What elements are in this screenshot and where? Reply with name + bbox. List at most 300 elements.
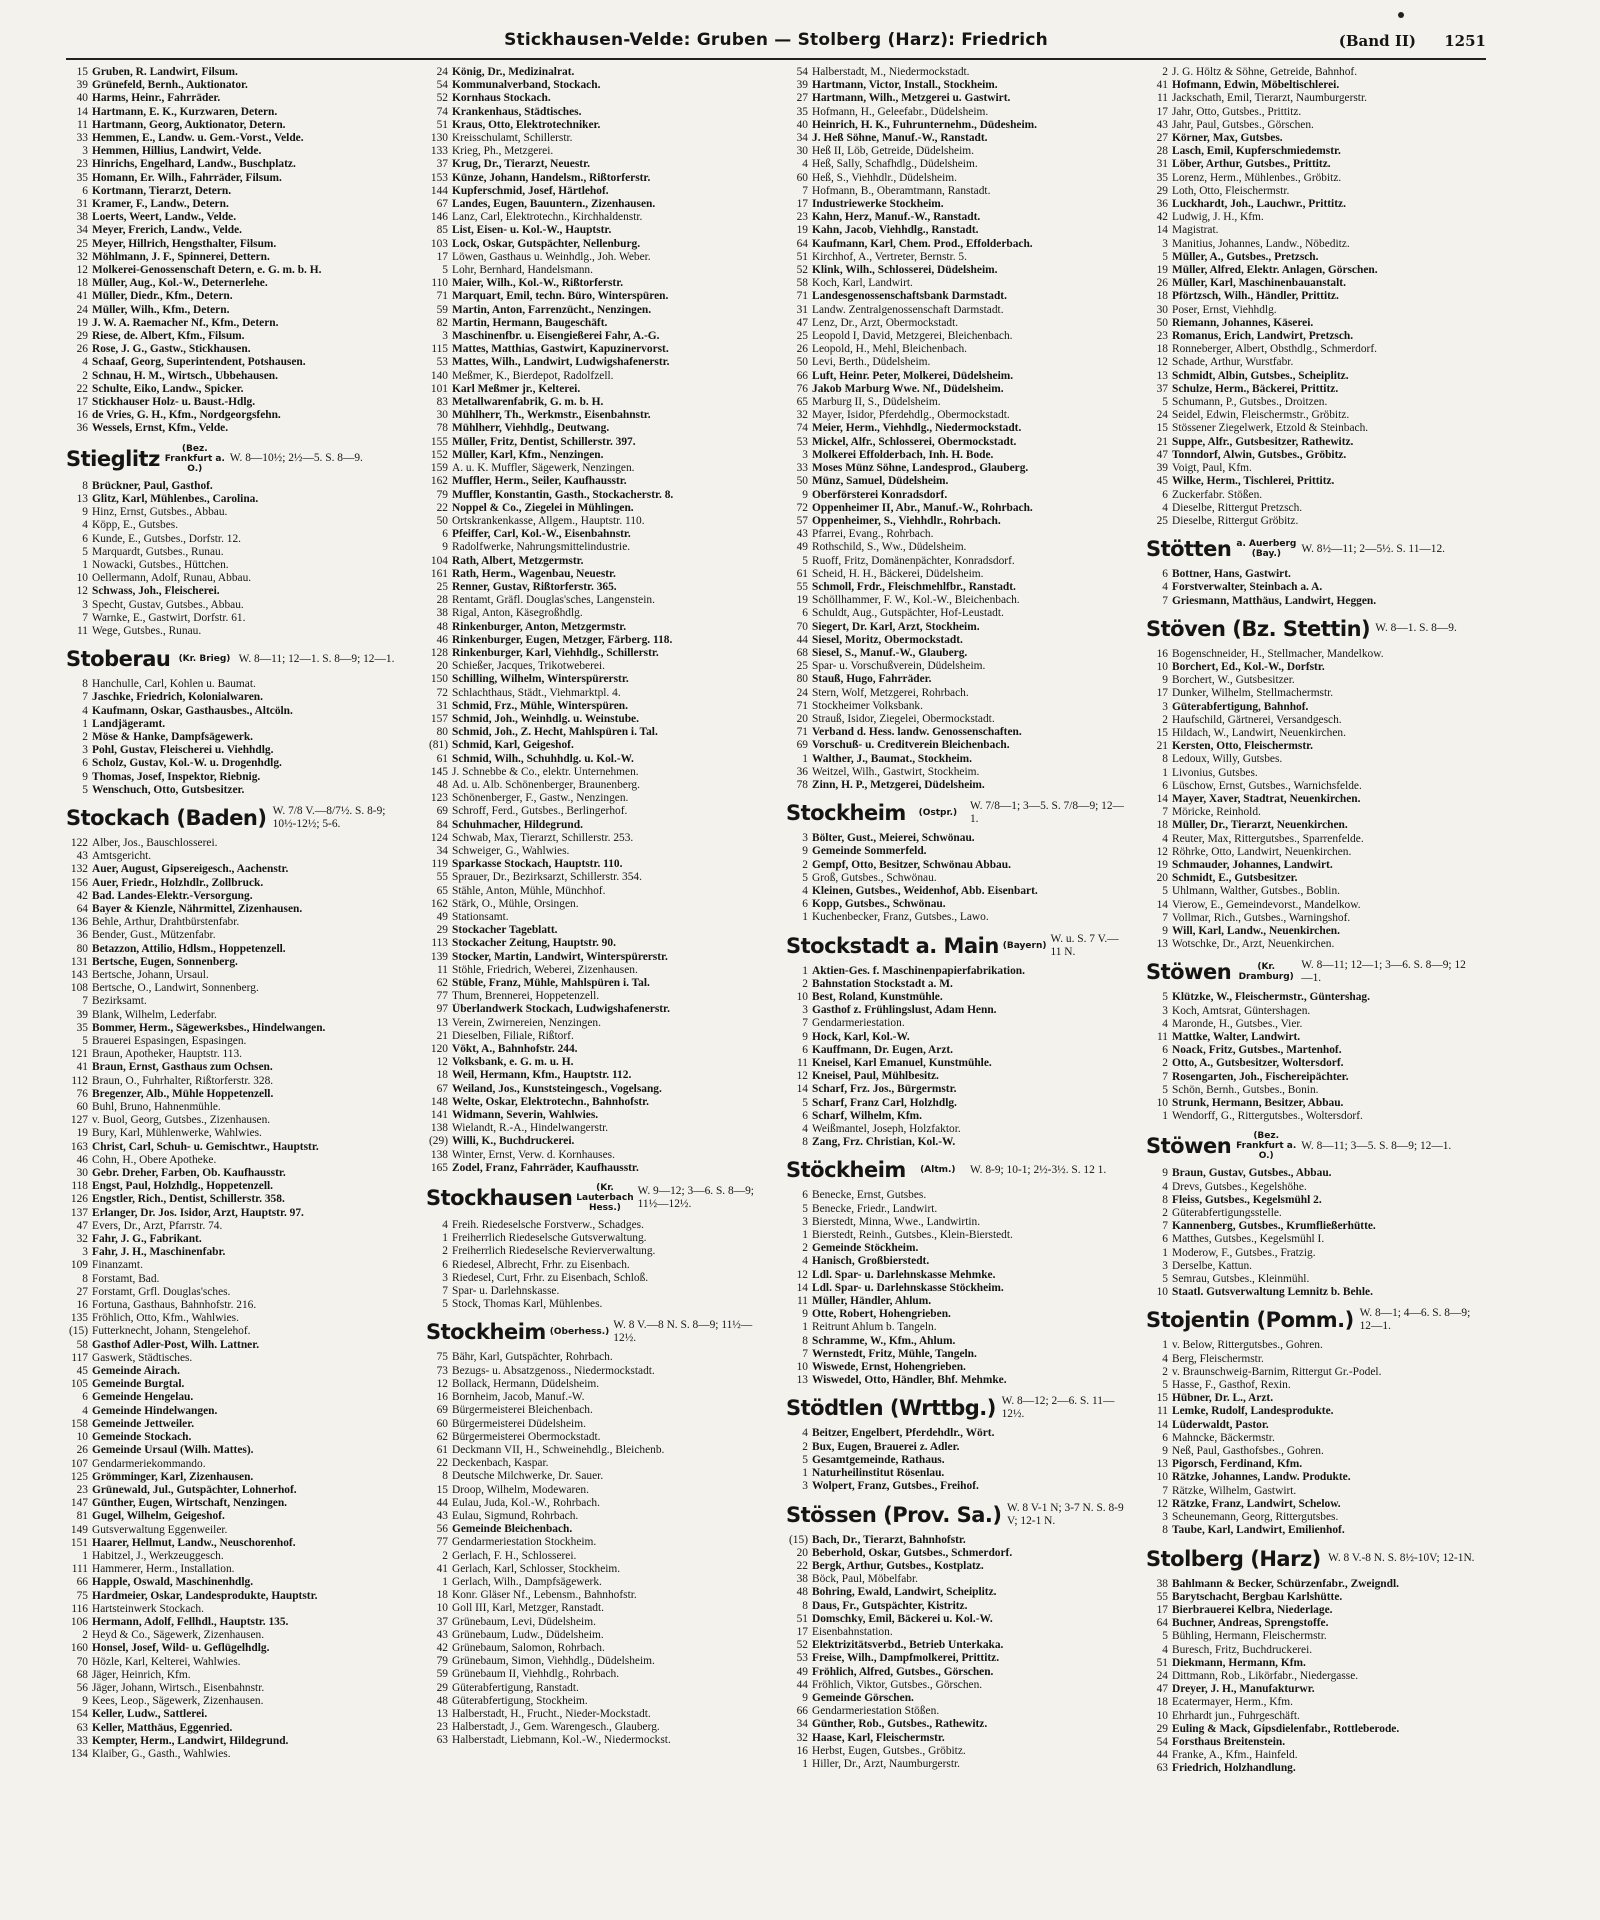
phone-number: 23 [1156, 330, 1168, 343]
phone-number: 10 [1156, 660, 1168, 673]
subscriber-name: Stationsamt. [452, 911, 509, 923]
subscriber-name: Deckmann VII, H., Schweinehdlg., Bleichenb. [452, 1443, 665, 1456]
subscriber-name: Bähr, Karl, Gutspächter, Rohrbach. [452, 1351, 613, 1364]
subscriber-name: Schwab, Max, Tierarzt, Schillerstr. 253. [452, 831, 634, 844]
phone-number: 66 [796, 1705, 808, 1718]
subscriber-name: Stock, Thomas Karl, Mühlenbes. [452, 1298, 603, 1311]
subscriber-name: Staatl. Gutsverwaltung Lemnitz b. Behle. [1172, 1286, 1373, 1299]
subscriber-name: Müller, Fritz, Dentist, Schillerstr. 397. [452, 435, 636, 448]
phone-number: 5 [1162, 1273, 1168, 1286]
phone-number: 12 [796, 1268, 808, 1281]
phone-number: 8 [1162, 753, 1168, 766]
subscriber-name: Koch, Amtsrat, Güntershagen. [1172, 1004, 1311, 1017]
subscriber-name: Hildach, W., Landwirt, Neuenkirchen. [1172, 726, 1346, 739]
phone-number: 27 [796, 92, 808, 105]
subscriber-name: Schön, Bernh., Gutsbes., Bonin. [1172, 1083, 1319, 1096]
directory-entry [66, 1471, 404, 1484]
directory-entry [786, 621, 1124, 634]
directory-entry [786, 356, 1124, 369]
subscriber-name: Rätzke, Johannes, Landw. Produkte. [1172, 1471, 1351, 1484]
phone-number: 11 [77, 118, 88, 131]
phone-number: 1 [1162, 1246, 1168, 1259]
phone-number: 6 [82, 1391, 88, 1404]
phone-number: 4 [802, 1427, 808, 1440]
directory-entry [426, 871, 764, 884]
phone-number: 21 [436, 1029, 448, 1042]
phone-number: 76 [76, 1087, 88, 1100]
subscriber-name: Stockacher Tageblatt. [452, 924, 558, 937]
phone-number: 4 [1162, 501, 1168, 514]
directory-entry [426, 858, 764, 871]
directory-entry [426, 1391, 764, 1404]
subscriber-name: Zuckerfabr. Stößen. [1172, 488, 1263, 501]
directory-entry [426, 238, 764, 251]
phone-number: 67 [436, 1082, 448, 1095]
subscriber-name: Mayer, Xaver, Stadtrat, Neuenkirchen. [1172, 792, 1361, 805]
directory-entry [426, 898, 764, 911]
subscriber-name: Fahr, J. H., Maschinenfabr. [92, 1246, 226, 1259]
place-heading [1146, 616, 1484, 642]
directory-entry [66, 1325, 404, 1338]
subscriber-name: Schumann, P., Gutsbes., Droitzen. [1172, 396, 1328, 409]
phone-number: 2 [82, 369, 88, 382]
subscriber-name: Rigal, Anton, Käsegroßhdlg. [452, 607, 583, 620]
directory-entry [66, 198, 404, 211]
directory-entry [426, 1497, 764, 1510]
phone-number: 64 [1156, 1617, 1168, 1630]
subscriber-name: Muffler, Herm., Seiler, Kaufhausstr. [452, 475, 627, 488]
directory-entry [426, 1083, 764, 1096]
directory-entry [1146, 674, 1484, 687]
subscriber-name: Poser, Ernst, Viehhdlg. [1172, 303, 1277, 316]
subscriber-name: Schmid, Joh., Weinhdlg. u. Weinstube. [452, 712, 639, 725]
directory-entry [426, 1096, 764, 1109]
phone-number: 2 [1162, 1207, 1168, 1220]
subscriber-name: Bayer & Kienzle, Nährmittel, Zizenhausen. [92, 902, 303, 915]
phone-number: 50 [436, 514, 448, 527]
directory-entry [426, 911, 764, 924]
phone-number: 115 [431, 343, 448, 356]
phone-number: 43 [796, 528, 808, 541]
directory-entry [426, 1563, 764, 1576]
place-heading [1146, 959, 1484, 985]
directory-entry [426, 1259, 764, 1272]
phone-number: 39 [796, 79, 808, 92]
directory-entry [1146, 727, 1484, 740]
directory-entry [66, 277, 404, 290]
directory-entry [426, 1351, 764, 1364]
directory-entry [66, 132, 404, 145]
directory-entry [786, 713, 1124, 726]
subscriber-name: Otte, Robert, Hohengrieben. [812, 1308, 951, 1321]
directory-entry [426, 1682, 764, 1695]
subscriber-name: Braun, Gustav, Gutsbes., Abbau. [1172, 1167, 1332, 1180]
directory-entry [66, 1656, 404, 1669]
directory-entry [786, 1613, 1124, 1626]
phone-number: 77 [436, 1536, 448, 1549]
directory-entry [786, 607, 1124, 620]
subscriber-name: Metallwarenfabrik, G. m. b. H. [452, 396, 604, 409]
subscriber-name: Jaschke, Friedrich, Kolonialwaren. [92, 691, 263, 704]
subscriber-name: Hartmann, E. K., Kurzwaren, Detern. [92, 105, 278, 118]
phone-number: 6 [802, 1189, 808, 1202]
subscriber-name: Hinz, Ernst, Gutsbes., Abbau. [92, 506, 228, 519]
directory-entry [426, 1043, 764, 1056]
phone-number: 138 [430, 1122, 448, 1135]
phone-number: 3 [1162, 1259, 1168, 1272]
directory-entry [426, 1695, 764, 1708]
directory-entry [426, 660, 764, 673]
subscriber-name: J. Schnebbe & Co., elektr. Unternehmen. [452, 765, 639, 778]
phone-number: 122 [70, 836, 88, 849]
directory-entry [1146, 1723, 1484, 1736]
subscriber-name: Bölter, Gust., Meierei, Schwönau. [812, 832, 975, 845]
phone-number: 2 [1162, 1365, 1168, 1378]
directory-entry [786, 845, 1124, 858]
directory-entry [1146, 1353, 1484, 1366]
directory-entry [66, 916, 404, 929]
phone-number: 124 [430, 831, 448, 844]
phone-number: 5 [1162, 396, 1168, 409]
subscriber-name: A. u. K. Muffler, Sägewerk, Nenzingen. [452, 462, 635, 475]
subscriber-name: Gaswerk, Städtisches. [92, 1351, 193, 1364]
subscriber-name: Freise, Wilh., Dampfmolkerei, Prittitz. [812, 1652, 1000, 1665]
subscriber-name: Hofmann, B., Oberamtmann, Ranstadt. [812, 184, 991, 197]
subscriber-name: Stern, Wolf, Metzgerei, Rohrbach. [812, 686, 969, 699]
subscriber-name: Klützke, W., Fleischermstr., Güntershag. [1172, 991, 1370, 1004]
subscriber-name: Schulte, Eiko, Landw., Spicker. [92, 382, 244, 395]
phone-number: 20 [796, 1546, 808, 1559]
subscriber-name: Friedrich, Holzhandlung. [1172, 1762, 1296, 1775]
phone-number: 4 [802, 1123, 808, 1136]
subscriber-name: Specht, Gustav, Gutsbes., Abbau. [92, 598, 244, 611]
subscriber-name: Luckhardt, Joh., Lauchwr., Prittitz. [1172, 198, 1346, 211]
directory-entry [1146, 1031, 1484, 1044]
directory-entry [1146, 1696, 1484, 1709]
phone-number: 148 [430, 1095, 448, 1108]
subscriber-name: Beitzer, Engelbert, Pferdehdlr., Wört. [812, 1427, 995, 1440]
subscriber-name: Hemmen, Hillius, Landwirt, Velde. [92, 145, 262, 158]
phone-number: 50 [1156, 316, 1168, 329]
subscriber-name: Moderow, F., Gutsbes., Fratzig. [1172, 1246, 1316, 1259]
directory-entry [786, 1758, 1124, 1771]
place-heading [786, 1157, 1124, 1183]
phone-number: 38 [796, 1573, 808, 1586]
place-name: Stockhausen [426, 1186, 573, 1211]
subscriber-name: Jahr, Otto, Gutsbes., Prittitz. [1172, 105, 1302, 118]
subscriber-name: Ecatermayer, Herm., Kfm. [1172, 1696, 1293, 1709]
directory-entry [426, 343, 764, 356]
subscriber-name: Landjägeramt. [92, 717, 166, 730]
subscriber-name: Engstler, Rich., Dentist, Schillerstr. 358. [92, 1193, 285, 1206]
phone-number: 29 [436, 1681, 448, 1694]
directory-entry [66, 519, 404, 532]
subscriber-name: Kirchhof, A., Vertreter, Bernstr. 5. [812, 250, 967, 263]
directory-entry [786, 541, 1124, 554]
phone-number: 80 [76, 942, 88, 955]
directory-entry [786, 766, 1124, 779]
subscriber-name: Borchert, Ed., Kol.-W., Dorfstr. [1172, 660, 1325, 673]
phone-number: 25 [796, 660, 808, 673]
subscriber-name: Scharf, Wilhelm, Kfm. [812, 1109, 923, 1122]
directory-entry [66, 1299, 404, 1312]
directory-entry [786, 1374, 1124, 1387]
subscriber-name: Grünebaum II, Viehhdlg., Rohrbach. [452, 1668, 620, 1681]
directory-entry [786, 224, 1124, 237]
subscriber-name: Maier, Wilh., Kol.-W., Rißtorferstr. [452, 277, 624, 290]
subscriber-name: Braun, O., Fuhrhalter, Rißtorferstr. 328. [92, 1074, 274, 1087]
phone-number: 126 [70, 1193, 88, 1206]
phone-number: 44 [796, 1678, 808, 1691]
subscriber-name: Hemmen, E., Landw. u. Gem.-Vorst., Velde. [92, 132, 304, 145]
phone-number: 73 [436, 1364, 448, 1377]
directory-entry [66, 317, 404, 330]
phone-number: 49 [796, 541, 808, 554]
phone-number: 11 [437, 963, 448, 976]
directory-entry [786, 647, 1124, 660]
subscriber-name: Schilling, Wilhelm, Winterspürerstr. [452, 673, 629, 686]
phone-number: 79 [436, 1655, 448, 1668]
directory-entry [66, 1510, 404, 1523]
phone-number: 9 [82, 506, 88, 519]
directory-entry [786, 872, 1124, 885]
directory-entry [786, 1361, 1124, 1374]
phone-number: 13 [1156, 938, 1168, 951]
phone-number: 12 [796, 1070, 808, 1083]
directory-entry [426, 581, 764, 594]
directory-entry [66, 1259, 404, 1272]
directory-entry [66, 1748, 404, 1761]
directory-entry [1146, 383, 1484, 396]
phone-number: 66 [796, 369, 808, 382]
subscriber-name: Ldl. Spar- u. Darlehnskasse Mehmke. [812, 1268, 996, 1281]
subscriber-name: Molkerei-Genossenschaft Detern, e. G. m. b. H. [92, 264, 322, 277]
subscriber-name: List, Eisen- u. Kol.-W., Hauptstr. [452, 224, 612, 237]
phone-number: 18 [1156, 819, 1168, 832]
subscriber-name: Jahr, Paul, Gutsbes., Görschen. [1172, 118, 1314, 131]
subscriber-name: Gemeinde Hindelwangen. [92, 1404, 218, 1417]
phone-number: 56 [436, 1523, 448, 1536]
phone-number: 2 [82, 730, 88, 743]
subscriber-name: Güterabfertigungsstelle. [1172, 1207, 1282, 1220]
subscriber-name: Mattke, Walter, Landwirt. [1172, 1031, 1301, 1043]
directory-entry [426, 1616, 764, 1629]
subscriber-name: Alber, Jos., Bauschlosserei. [92, 836, 218, 849]
directory-entry [426, 1149, 764, 1162]
subscriber-name: Betazzon, Attilio, Hdlsm., Hoppetenzell. [92, 942, 286, 955]
subscriber-name: Kempter, Herm., Landwirt, Hildegrund. [92, 1734, 289, 1747]
phone-number: 74 [796, 422, 808, 435]
subscriber-name: Dieselben, Filiale, Rißtorf. [452, 1029, 574, 1042]
phone-number: 21 [1156, 435, 1168, 448]
phone-number: 32 [76, 250, 88, 263]
directory-entry [1146, 224, 1484, 237]
directory-entry [66, 995, 404, 1008]
subscriber-name: Neß, Paul, Gasthofsbes., Gohren. [1172, 1445, 1324, 1458]
subscriber-name: Herbst, Eugen, Gutsbes., Gröbitz. [812, 1744, 966, 1757]
phone-number: 10 [1156, 1471, 1168, 1484]
directory-entry [426, 1734, 764, 1747]
phone-number: 128 [430, 646, 448, 659]
directory-entry [786, 978, 1124, 991]
subscriber-name: Wessels, Ernst, Kfm., Velde. [92, 422, 229, 435]
phone-number: 12 [436, 1056, 448, 1069]
subscriber-name: Krankenhaus, Städtisches. [452, 105, 582, 118]
directory-entry [786, 502, 1124, 515]
directory-entry [786, 1057, 1124, 1070]
subscriber-name: Kopp, Gutsbes., Schwönau. [812, 898, 946, 911]
directory-entry [426, 277, 764, 290]
directory-entry [426, 1708, 764, 1721]
phone-number: 9 [1162, 1167, 1168, 1180]
directory-entry [426, 1431, 764, 1444]
place-heading [786, 1395, 1124, 1421]
subscriber-name: Nowacki, Gutsbes., Hüttchen. [92, 558, 229, 571]
directory-entry [1146, 1578, 1484, 1591]
phone-number: 5 [1162, 1379, 1168, 1392]
phone-number: 17 [1156, 105, 1168, 118]
phone-number: 132 [70, 863, 88, 876]
phone-number: 5 [1162, 1630, 1168, 1643]
subscriber-name: Groß, Gutsbes., Schwönau. [812, 871, 937, 884]
directory-entry [786, 436, 1124, 449]
phone-number: 24 [1156, 1669, 1168, 1682]
directory-entry [786, 1136, 1124, 1149]
phone-number: 14 [1156, 792, 1168, 805]
subscriber-name: Koch, Karl, Landwirt. [812, 277, 913, 290]
place-heading [66, 805, 404, 831]
subscriber-name: Schmid, Wilh., Schuhhdlg. u. Kol.-W. [452, 752, 634, 765]
phone-number: 60 [436, 1417, 448, 1430]
phone-number: 151 [70, 1536, 88, 1549]
directory-entry [66, 1233, 404, 1246]
directory-entry [786, 1110, 1124, 1123]
subscriber-name: Gemeinde Stöckheim. [812, 1242, 919, 1255]
directory-entry [786, 238, 1124, 251]
phone-number: 123 [430, 792, 448, 805]
place-heading [66, 646, 404, 672]
phone-number: 17 [76, 396, 88, 409]
phone-number: 4 [1162, 832, 1168, 845]
subscriber-name: Hofmann, H., Geleefabr., Düdelsheim. [812, 105, 989, 118]
phone-number: 23 [76, 158, 88, 171]
subscriber-name: Schweiger, G., Wahlwies. [452, 844, 570, 857]
subscriber-name: Röhrke, Otto, Landwirt, Neuenkirchen. [1172, 845, 1352, 858]
phone-number: 103 [430, 237, 448, 250]
phone-number: 55 [436, 871, 448, 884]
directory-entry [786, 422, 1124, 435]
phone-number: 69 [436, 1404, 448, 1417]
directory-entry [1146, 1710, 1484, 1723]
directory-entry [66, 718, 404, 731]
phone-number: 12 [76, 585, 88, 598]
subscriber-name: Molkerei Effolderbach, Inh. H. Bode. [812, 448, 994, 461]
phone-number: 41 [76, 290, 88, 303]
directory-entry [1146, 819, 1484, 832]
directory-entry [1146, 872, 1484, 885]
subscriber-name: Stöhle, Friedrich, Weberei, Zizenhausen. [452, 963, 638, 976]
directory-entry [1146, 899, 1484, 912]
phone-number: 78 [436, 422, 448, 435]
phone-number: 42 [1156, 211, 1168, 224]
place-district: (Kr. Brieg) [178, 654, 231, 665]
directory-entry [66, 850, 404, 863]
subscriber-name: Gerlach, Wilh., Dampfsägewerk. [452, 1575, 602, 1588]
subscriber-name: Halberstadt, Liebmann, Kol.-W., Niedermockst. [452, 1734, 671, 1747]
phone-number: 127 [70, 1114, 88, 1127]
subscriber-name: Forstamt, Grfl. Douglas'sches. [92, 1285, 231, 1298]
phone-number: 19 [796, 594, 808, 607]
phone-number: 14 [76, 105, 88, 118]
subscriber-name: Hözle, Karl, Kelterei, Wahlwies. [92, 1655, 241, 1668]
subscriber-name: Krieg, Ph., Metzgerei. [452, 145, 554, 158]
directory-entry [66, 1695, 404, 1708]
subscriber-name: Landw. Zentralgenossenschaft Darmstadt. [812, 303, 1004, 316]
phone-number: 68 [76, 1668, 88, 1681]
column-2 [426, 66, 764, 1906]
phone-number: 51 [1156, 1656, 1168, 1669]
subscriber-name: Gendarmeriestation Stößen. [812, 1705, 940, 1718]
directory-entry [426, 489, 764, 502]
directory-entry [786, 832, 1124, 845]
subscriber-name: Müller, Händler, Ahlum. [812, 1295, 932, 1308]
phone-number: 140 [430, 369, 448, 382]
phone-number: 31 [76, 198, 88, 211]
phone-number: 11 [77, 624, 88, 637]
directory-entry [786, 1348, 1124, 1361]
directory-entry [1146, 1736, 1484, 1749]
phone-number: 159 [430, 462, 448, 475]
phone-number: 58 [76, 1338, 88, 1351]
phone-number: 5 [82, 1035, 88, 1047]
subscriber-name: Noack, Fritz, Gutsbes., Martenhof. [1172, 1044, 1342, 1057]
phone-number: 13 [436, 1707, 448, 1720]
phone-number: 31 [1156, 158, 1168, 171]
phone-number: 7 [1162, 911, 1168, 924]
subscriber-name: Schaaf, Georg, Superintendent, Potshausen. [92, 356, 306, 369]
phone-number: 9 [1162, 1445, 1168, 1458]
subscriber-name: Taube, Karl, Landwirt, Emilienhof. [1172, 1524, 1345, 1537]
subscriber-name: Verband d. Hess. landw. Genossenschaften. [812, 726, 1022, 739]
directory-entry [786, 1083, 1124, 1096]
subscriber-name: Leopold I, David, Metzgerei, Bleichenbach. [812, 330, 1013, 343]
phone-number: 83 [436, 396, 448, 409]
subscriber-name: Forstamt, Bad. [92, 1272, 160, 1285]
phone-number: 47 [76, 1219, 88, 1232]
phone-number: 43 [436, 1509, 448, 1522]
subscriber-name: Strauß, Isidor, Ziegelei, Obermockstadt. [812, 712, 995, 725]
directory-entry [426, 713, 764, 726]
phone-number: 7 [82, 611, 88, 624]
phone-number: 13 [796, 1374, 808, 1387]
directory-entry [66, 691, 404, 704]
directory-entry [786, 211, 1124, 224]
phone-number: 40 [796, 118, 808, 131]
subscriber-name: Landes, Eugen, Bauuntern., Zizenhausen. [452, 198, 656, 211]
phone-number: 32 [796, 409, 808, 422]
subscriber-name: Meier, Herm., Viehhdlg., Niedermockstadt. [812, 422, 1022, 435]
place-name: Stöwen [1146, 1134, 1232, 1159]
phone-number: 39 [76, 1008, 88, 1021]
directory-entry [786, 1666, 1124, 1679]
directory-entry [426, 832, 764, 845]
subscriber-name: Will, Karl, Landw., Neuenkirchen. [1172, 924, 1340, 937]
directory-entry [426, 568, 764, 581]
subscriber-name: Gerlach, F. H., Schlosserei. [452, 1549, 577, 1562]
subscriber-name: Sprauer, Dr., Bezirksarzt, Schillerstr. 354. [452, 871, 642, 884]
subscriber-name: Franke, A., Kfm., Hainfeld. [1172, 1749, 1298, 1762]
column-3 [786, 66, 1124, 1906]
